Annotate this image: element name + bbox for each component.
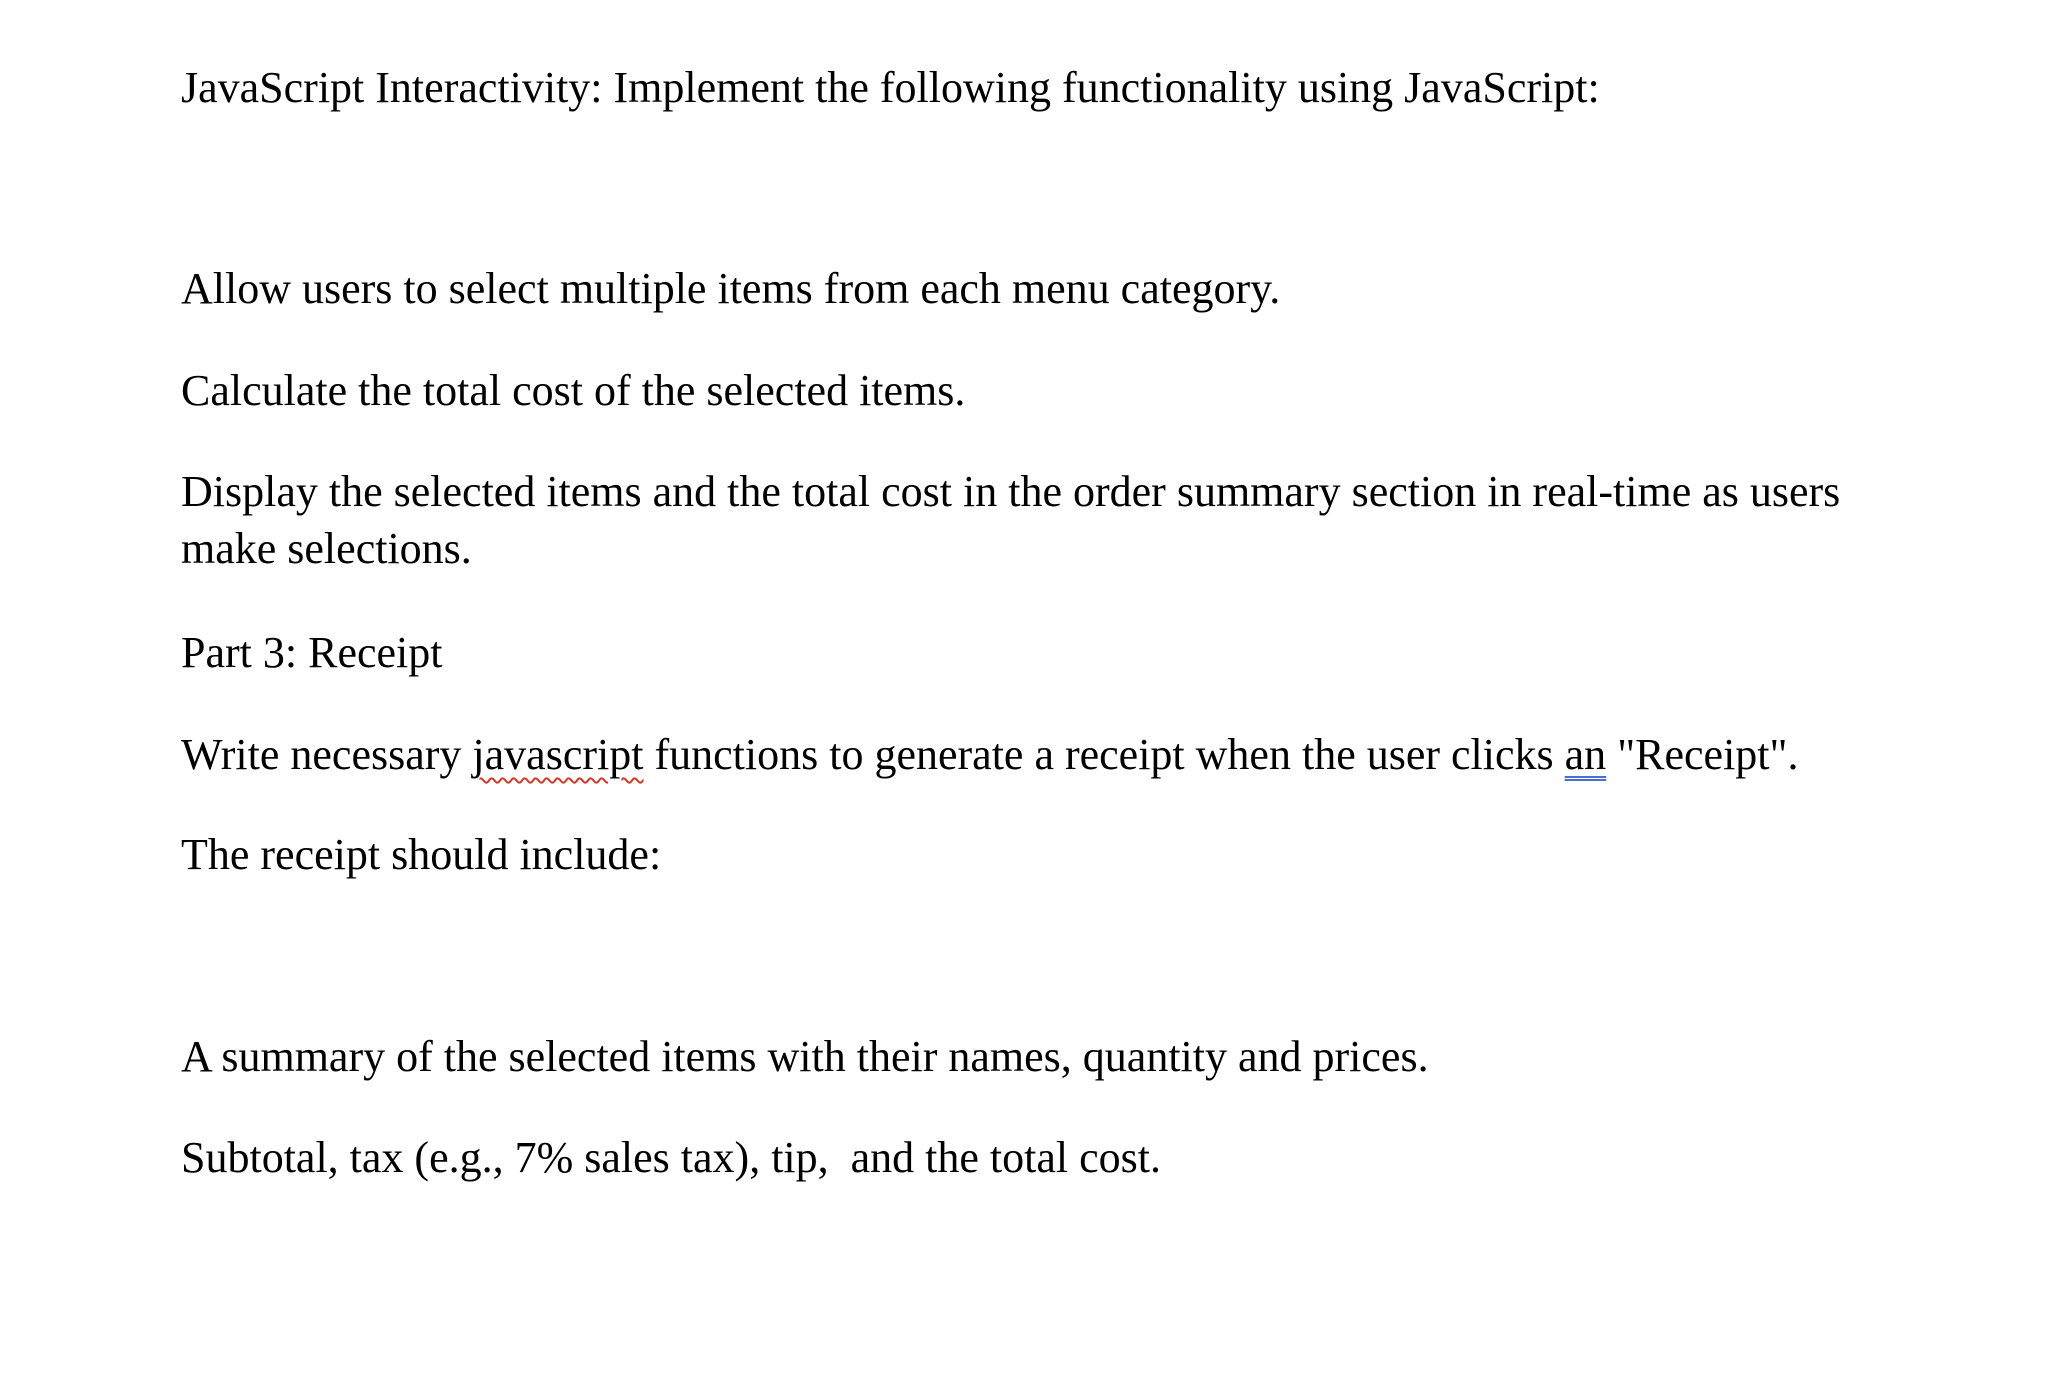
receipt-item-subtotal: Subtotal, tax (e.g., 7% sales tax), tip, and the total cost. <box>181 1133 1162 1182</box>
requirement-display-summary: Display the selected items and the total cost in the order summary section in real-time as users make selections. <box>181 467 1841 573</box>
spelling-error-word[interactable]: javascript <box>472 730 644 779</box>
grammar-flag-word[interactable]: an <box>1564 730 1607 779</box>
section-heading: JavaScript Interactivity: Implement the following functionality using JavaScript: <box>181 63 1600 112</box>
part3-heading: Part 3: Receipt <box>181 628 443 677</box>
receipt-instruction <box>181 726 1881 783</box>
receipt-instruction-text-end: "Receipt". <box>1606 730 1799 779</box>
receipt-intro: The receipt should include: <box>181 830 662 879</box>
requirement-select-items: Allow users to select multiple items from each menu category. <box>181 264 1281 313</box>
receipt-instruction-text-start: Write necessary <box>181 730 473 779</box>
requirement-calculate-total: Calculate the total cost of the selected items. <box>181 366 966 415</box>
receipt-item-summary: A summary of the selected items with their names, quantity and prices. <box>181 1032 1429 1081</box>
receipt-instruction-text-middle: functions to generate a receipt when the user clicks <box>643 730 1565 779</box>
